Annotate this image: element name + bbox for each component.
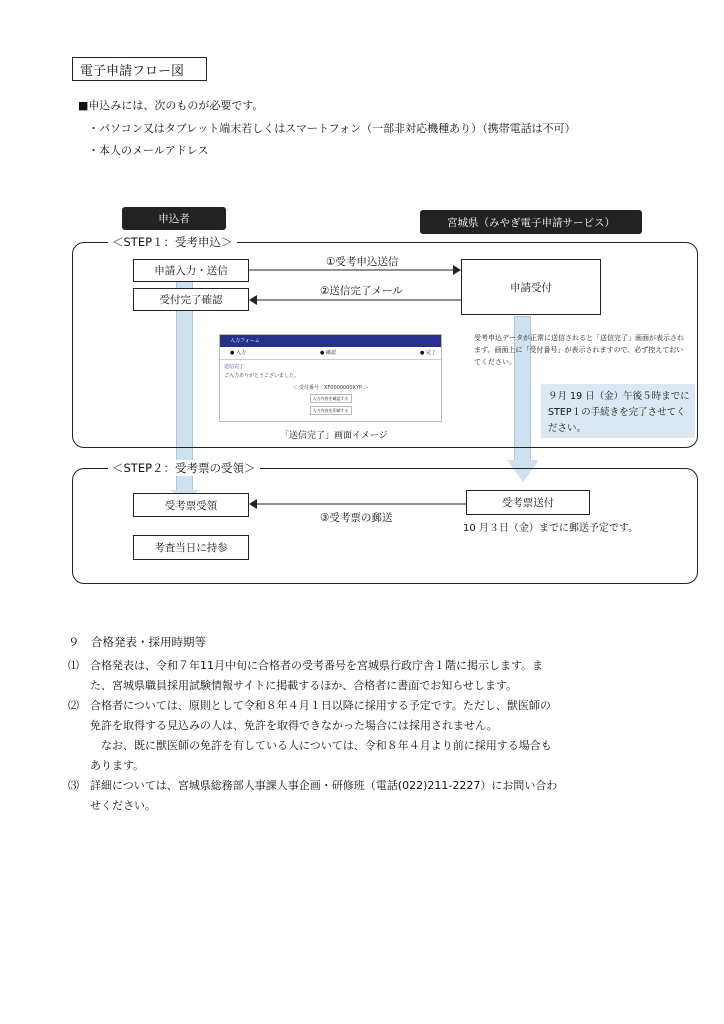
prefecture-header: 宮城県（みやぎ電子申請サービス） bbox=[420, 210, 642, 234]
section-body bbox=[68, 656, 668, 816]
step-indicator: ● 入力 bbox=[230, 350, 246, 356]
screen-button: 入力内容を印刷する bbox=[310, 406, 352, 415]
paragraph-line: せください。 bbox=[68, 799, 156, 812]
application-receive-box: 申請受付 bbox=[461, 259, 601, 315]
paragraph-line: 免許を取得する見込みの人は、免許を取得できなかった場合には採用されません。 bbox=[68, 719, 498, 732]
screen-message: ご入力ありがとうございました。 bbox=[224, 373, 300, 379]
send-ticket-box: 受考票送付 bbox=[466, 490, 590, 515]
intro-heading: ■申込みには、次のものが必要です。 bbox=[78, 99, 264, 112]
paragraph-line: ⑵ 合格者については、原則として令和８年４月１日以降に採用する予定です。ただし、獣医師の bbox=[68, 699, 551, 712]
input-send-box: 申請入力・送信 bbox=[133, 259, 249, 282]
complete-screen-image bbox=[219, 334, 442, 422]
paragraph-line: た、宮城県職員採用試験情報サイトに掲載するほか、合格者に書面でお知らせします。 bbox=[68, 679, 518, 692]
step-indicator: ● 確認 bbox=[320, 350, 336, 356]
arrow-send-label: ①受考申込送信 bbox=[326, 256, 399, 268]
section-heading: ９ 合格発表・採用時期等 bbox=[68, 635, 206, 649]
page-title: 電子申請フロー図 bbox=[80, 64, 185, 79]
mail-schedule-note: 10 月３日（金）までに郵送予定です。 bbox=[463, 523, 639, 534]
bring-ticket-box: 考査当日に持参 bbox=[133, 535, 249, 560]
paragraph-line: ⑴ 合格発表は、令和７年11月中旬に合格者の受考番号を宮城県行政庁舎１階に掲示します。ま bbox=[68, 659, 544, 672]
submission-note: 受考申込データが正常に送信されると「送信完了」画面が表示されます。画面上に「受付番号」が表示されますので、必ず控えておいてください。 bbox=[474, 334, 684, 366]
receive-ticket-box: 受考票受領 bbox=[133, 493, 249, 517]
screen-heading: 送信完了 bbox=[224, 364, 245, 370]
screen-receipt: ＜ 受付番号：XF0000000XYP ＞ bbox=[292, 385, 369, 391]
paragraph-line: なお、既に獣医師の免許を有している人については、令和８年４月より前に採用する場合も bbox=[68, 739, 552, 752]
screenshot-caption: 「送信完了」画面イメージ bbox=[280, 431, 388, 441]
step1-label: ＜STEP１：受考申込＞ bbox=[108, 234, 237, 250]
step-indicator: ● 完了 bbox=[420, 350, 436, 356]
screen-button: 入力内容を確認する bbox=[310, 394, 352, 403]
arrow-mail-label: ②送信完了メール bbox=[320, 285, 403, 297]
screen-header-text: 入力フォーム bbox=[230, 338, 260, 344]
deadline-text: ９月 19 日（金）午後５時までにSTEP１の手続きを完了させてください。 bbox=[548, 391, 690, 434]
paragraph-line: あります。 bbox=[68, 759, 145, 772]
applicant-header: 申込者 bbox=[122, 207, 226, 230]
step2-label: ＜STEP２：受考票の受領＞ bbox=[108, 460, 260, 476]
paragraph-line: ⑶ 詳細については、宮城県総務部人事課人事企画・研修班（電話(022)211-2227）にお問い合わ bbox=[68, 779, 558, 792]
arrow-mail-ticket-label: ③受考票の郵送 bbox=[320, 512, 393, 524]
screen-header-bar bbox=[220, 335, 441, 347]
confirm-receipt-box: 受付完了確認 bbox=[133, 288, 249, 311]
screen-steps bbox=[220, 347, 441, 360]
intro-item: ・本人のメールアドレス bbox=[88, 144, 209, 157]
arrow-mail-ticket bbox=[249, 498, 467, 510]
intro-item: ・パソコン又はタブレット端末若しくはスマートフォン（一部非対応機種あり）（携帯電話は不可） bbox=[88, 122, 576, 135]
